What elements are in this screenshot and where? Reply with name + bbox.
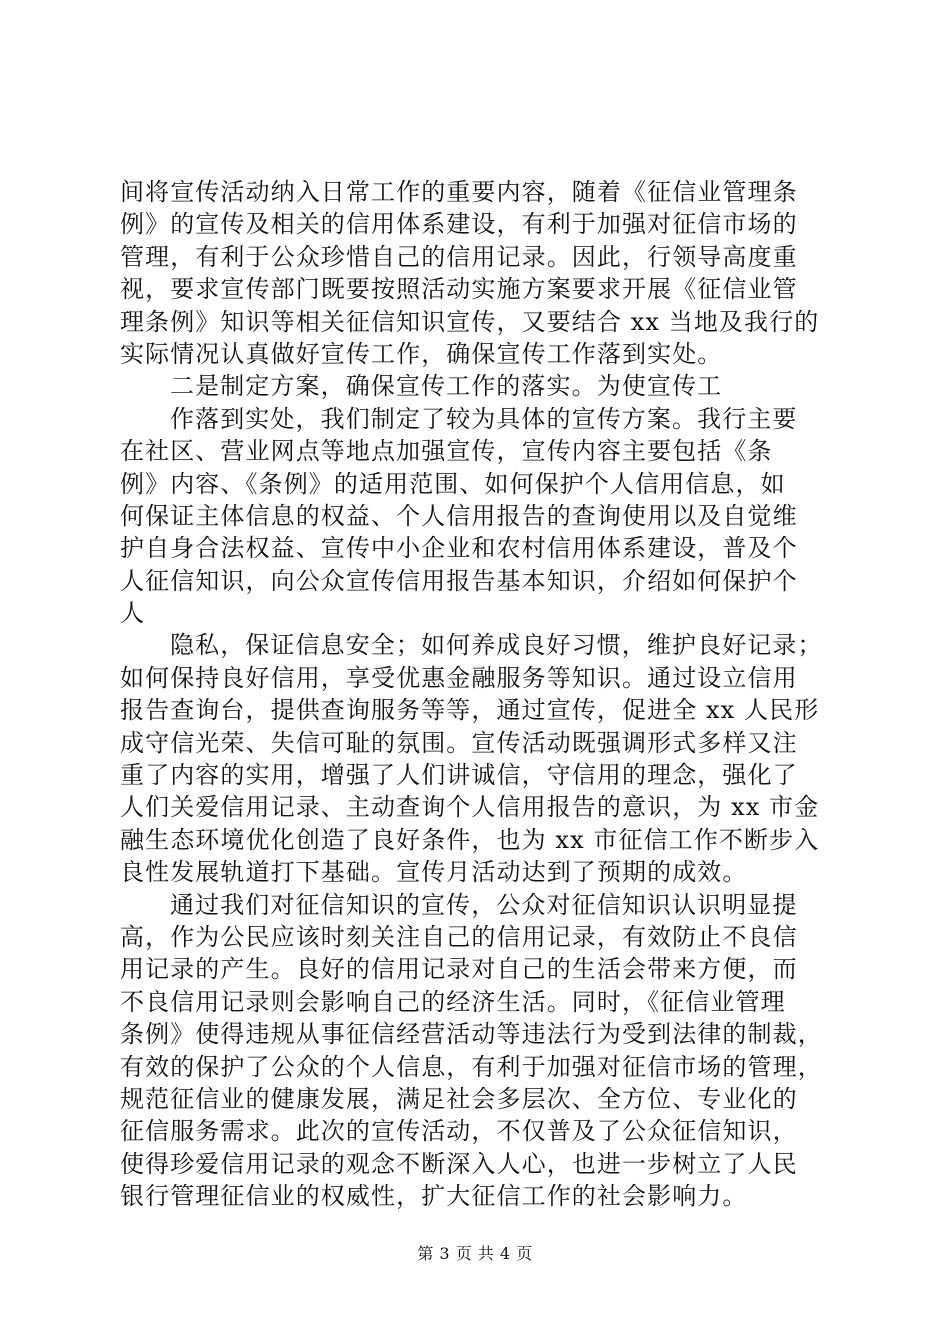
paragraph	[120, 629, 840, 888]
paragraph	[120, 176, 840, 370]
text-line: 二是制定方案，确保宣传工作的落实。为使宣传工	[170, 372, 723, 401]
text-line: 良性发展轨道打下基础。宣传月活动达到了预期的成效。	[120, 858, 748, 887]
paragraph	[120, 403, 840, 630]
text-line: 在社区、营业网点等地点加强宣传，宣传内容主要包括《条	[120, 437, 773, 466]
text-line: 实际情况认真做好宣传工作，确保宣传工作落到实处。	[120, 339, 723, 368]
text-line: 成守信光荣、失信可耻的氛围。宣传活动既强调形式多样又注	[120, 728, 798, 757]
text-line: 融生态环境优化创造了良好条件，也为 xx 市征信工作不断步入	[120, 825, 820, 854]
text-line: 使得珍爱信用记录的观念不断深入人心，也进一步树立了人民	[120, 1149, 798, 1178]
text-line: 用记录的产生。良好的信用记录对自己的生活会带来方便，而	[120, 955, 798, 984]
text-line: 报告查询台，提供查询服务等等，通过宣传，促进全 xx 人民形	[120, 696, 820, 725]
text-line: 不良信用记录则会影响自己的经济生活。同时，《征信业管理	[120, 987, 786, 1016]
text-line: 间将宣传活动纳入日常工作的重要内容，随着《征信业管理条	[120, 178, 798, 206]
document-body	[120, 176, 840, 1213]
text-line: 管理，有利于公众珍惜自己的信用记录。因此，行领导高度重	[120, 242, 798, 271]
text-line: 规范征信业的健康发展，满足社会多层次、全方位、专业化的	[120, 1084, 798, 1113]
text-line: 人	[120, 599, 146, 628]
text-line: 理条例》知识等相关征信知识宣传，又要结合 xx 当地及我行的	[120, 307, 820, 336]
text-line: 条例》使得违规从事征信经营活动等违法行为受到法律的制裁，	[120, 1020, 823, 1049]
text-line: 何保证主体信息的权益、个人信用报告的查询使用以及自觉维	[120, 501, 798, 530]
text-line: 如何保持良好信用，享受优惠金融服务等知识。通过设立信用	[120, 663, 798, 692]
text-line: 例》的宣传及相关的信用体系建设，有利于加强对征信市场的	[120, 210, 798, 239]
text-line: 视，要求宣传部门既要按照活动实施方案要求开展《征信业管	[120, 275, 798, 304]
text-line: 人们关爱信用记录、主动查询个人信用报告的意识，为 xx 市金	[120, 793, 820, 822]
paragraph	[120, 370, 840, 402]
text-line: 有效的保护了公众的个人信息，有利于加强对征信市场的管理，	[120, 1052, 823, 1081]
text-line: 通过我们对征信知识的宣传，公众对征信知识认识明显提	[170, 890, 798, 919]
text-line: 征信服务需求。此次的宣传活动，不仅普及了公众征信知识，	[120, 1117, 798, 1146]
text-line: 人征信知识，向公众宣传信用报告基本知识，介绍如何保护个	[120, 566, 798, 595]
page-footer: 第 3 页 共 4 页	[417, 1244, 533, 1263]
text-line: 重了内容的实用，增强了人们讲诚信，守信用的理念，强化了	[120, 761, 798, 790]
text-line: 隐私，保证信息安全；如何养成良好习惯，维护良好记录；	[170, 631, 823, 660]
text-line: 高，作为公民应该时刻关注自己的信用记录，有效防止不良信	[120, 922, 798, 951]
text-line: 护自身合法权益、宣传中小企业和农村信用体系建设，普及个	[120, 534, 798, 563]
text-line: 例》内容、《条例》的适用范围、如何保护个人信用信息，如	[120, 469, 786, 498]
text-line: 银行管理征信业的权威性，扩大征信工作的社会影响力。	[120, 1182, 748, 1211]
text-line: 作落到实处，我们制定了较为具体的宣传方案。我行主要	[170, 404, 798, 433]
paragraph	[120, 889, 840, 1213]
